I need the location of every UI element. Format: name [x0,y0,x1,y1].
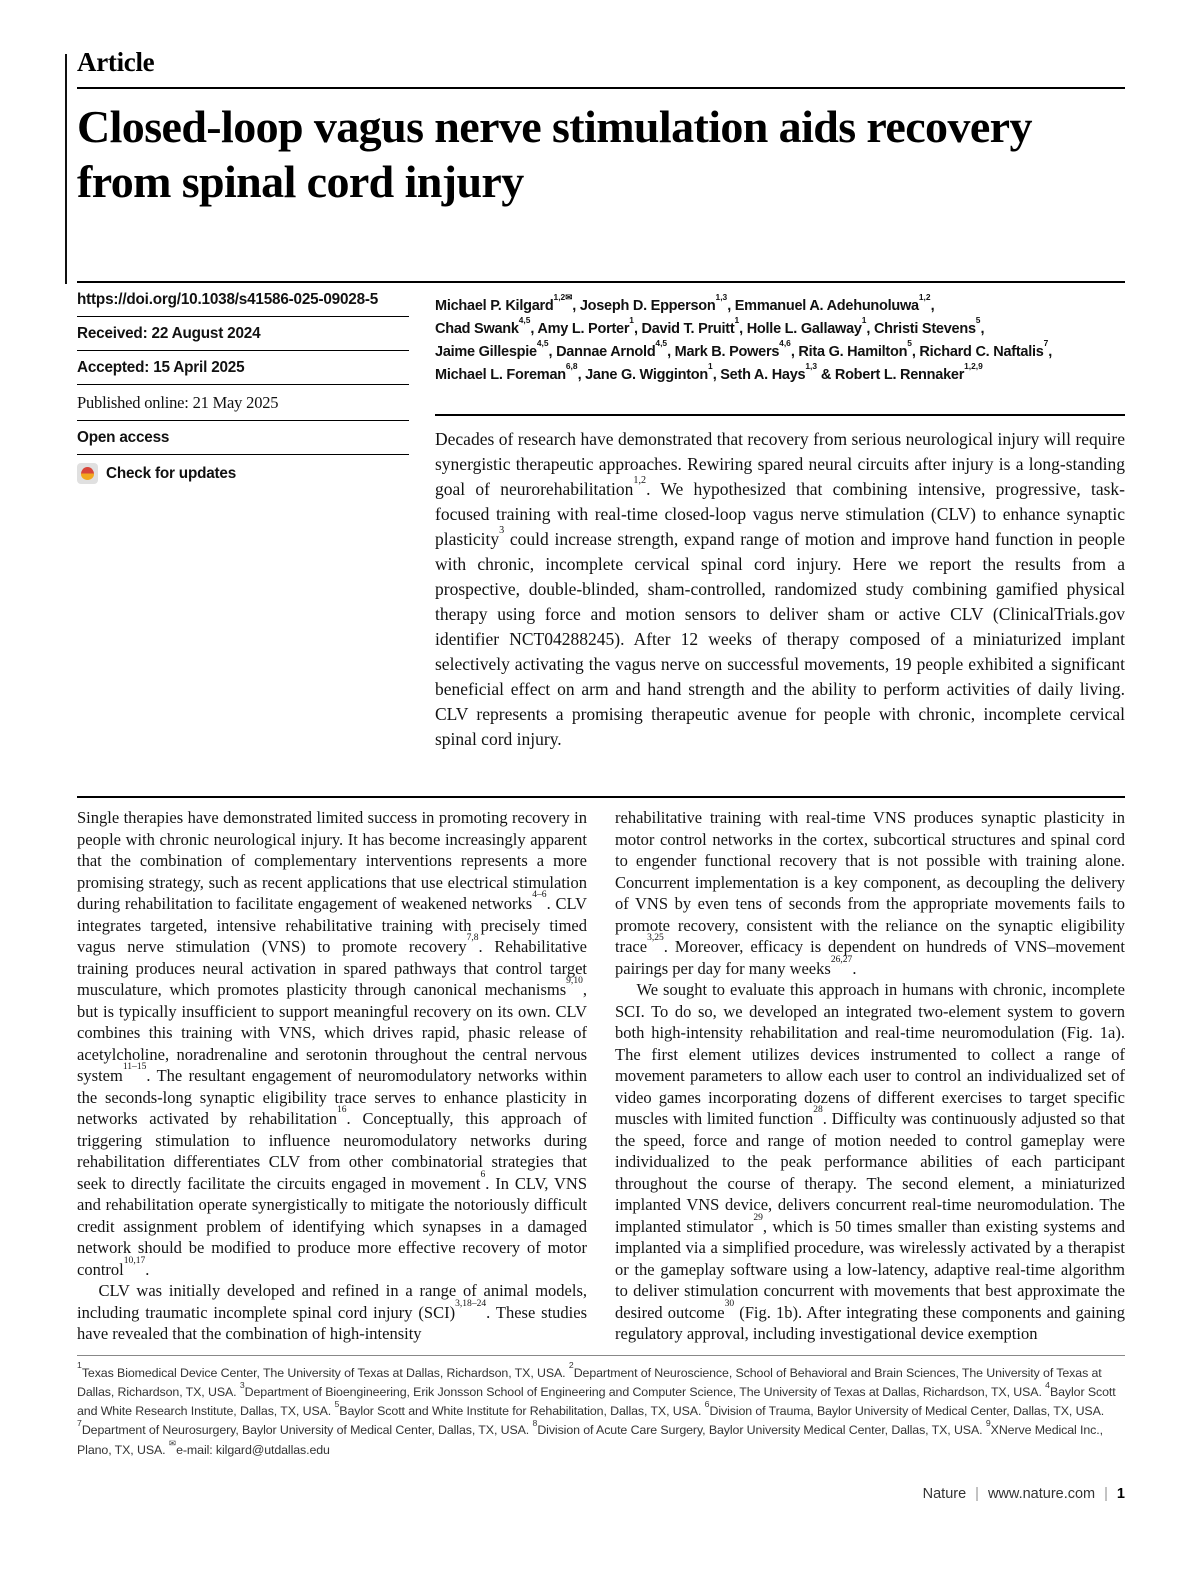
article-accent-bar [65,54,67,284]
footer-separator: | [1104,1485,1108,1502]
body-paragraph: rehabilitative training with real-time VNS produces synaptic plasticity in motor control networks in the cortex, subcortical structures and spinal cord to engender functional recovery that is not possible with training alone. Concurrent implementation is a key component, as decoupling the delivery of VNS by even tens of seconds from the appropriate movements fails to promote recovery, consistent with the reliance on the synaptic eligibility trace$^{3,25}$. Moreover, efficacy is dependent on hundreds of VNS–movement pairings per day for many weeks$^{26,27}$. [615,808,1125,978]
check-for-updates-label: Check for updates [106,464,237,482]
published-online-date: Published online: 21 May 2025 [77,385,409,421]
body-paragraph: CLV was initially developed and refined in a range of animal models, including traumatic incomplete spinal cord injury (SCI)$^{3,18-24}$. These studies have revealed that the combination of high-intensity [77,1281,587,1343]
crossmark-icon [77,463,98,484]
abstract: Decades of research have demonstrated that recovery from serious neurological injury will require synergistic therapeutic approaches. Rewiring spared neural circuits after injury is a long-standing goal of neurorehabilitation$^{1,2}$. We hypothesized that combining intensive, progressive, task-focused training with real-time closed-loop vagus nerve stimulation (CLV) to enhance synaptic plasticity$^3$ could increase strength, expand range of motion and improve hand function in people with chronic, incomplete cervical spinal cord injury. Here we report the results from a prospective, double-blinded, sham-controlled, randomized study combining gamified physical therapy using force and motion sensors to deliver sham or active CLV (ClinicalTrials.gov identifier NCT04288245). After 12 weeks of therapy composed of a miniaturized implant selectively activating the vagus nerve on successful movements, 19 people exhibited a significant beneficial effect on arm and hand strength and the ability to perform activities of daily living. CLV represents a promising therapeutic avenue for people with chronic, incomplete cervical spinal cord injury. [435,414,1125,752]
affiliations-footnote: $^1$Texas Biomedical Device Center, The University of Texas at Dallas, Richardson, TX, USA. $^2$Department of Neuroscience, School of Behavioral and Brain Sciences, The University of Texas at Dallas, Richardson, TX, USA. $^3$Department of Bioengineering, Erik Jonsson School of Engineering and Computer Science, The University of Texas at Dallas, Richardson, TX, USA. $^4$Baylor Scott and White Research Institute, Dallas, TX, USA. $^5$Baylor Scott and White Institute for Rehabilitation, Dallas, TX, USA. $^6$Division of Trauma, Baylor University of Medical Center, Dallas, TX, USA. $^7$Department of Neurosurgery, Baylor University of Medical Center, Dallas, TX, USA. $^8$Division of Acute Care Surgery, Baylor University Medical Center, Dallas, TX, USA. $^9$XNerve Medical Inc., Plano, TX, USA. ✉e-mail: kilgard@utdallas.edu [77,1355,1125,1460]
body-column-left [77,807,587,1345]
open-access-label: Open access [77,421,409,455]
footer-separator: | [975,1485,979,1502]
metadata-column [77,283,409,752]
received-date: Received: 22 August 2024 [77,317,409,351]
article-kicker: Article [77,47,155,77]
body-paragraph: Single therapies have demonstrated limited success in promoting recovery in people with chronic neurological injury. It has become increasingly apparent that the combination of complementary interventions represents a more promising strategy, such as recent applications that use electrical stimulation during rehabilitation to facilitate engagement of weakened networks$^{4-6}$. CLV integrates targeted, intensive rehabilitative training with precisely timed vagus nerve stimulation (VNS) to promote recovery$^{7,8}$. Rehabilitative training produces neural activation in spared pathways that control target musculature, which promotes plasticity through canonical mechanisms$^{9,10}$, but is typically insufficient to support meaningful recovery on its own. CLV combines this training with VNS, which drives rapid, phasic release of acetylcholine, noradrenaline and serotonin throughout the central nervous system$^{11-15}$. The resultant engagement of neuromodulatory networks within the seconds-long synaptic eligibility trace serves to enhance plasticity in networks activated by rehabilitation$^{16}$. Conceptually, this approach of triggering stimulation to influence neuromodulatory networks during rehabilitation differentiates CLV from other combinatorial strategies that seek to directly facilitate the circuits engaged in movement$^6$. In CLV, VNS and rehabilitation operate synergistically to mitigate the notoriously difficult credit assignment problem of identifying which synapses in a damaged network should be modified to produce more effective recovery of motor control$^{10,17}$. [77,808,587,1279]
check-for-updates-button[interactable] [77,455,409,491]
body-paragraph: We sought to evaluate this approach in humans with chronic, incomplete SCI. To do so, we developed an integrated two-element system to govern both high-intensity rehabilitation and real-time neuromodulation (Fig. 1a). The first element utilizes devices instrumented to collect a range of movement parameters to allow each user to control an individualized set of video games incorporating dozens of different exercises to target specific muscles with limited function$^{28}$. Difficulty was continuously adjusted so that the speed, force and range of motion needed to control gameplay were individualized to the peak performance abilities of each participant throughout the course of therapy. The second element, a miniaturized implanted VNS device, delivers concurrent real-time neuromodulation. The implanted stimulator$^{29}$, which is 50 times smaller than existing systems and implanted via a simplified procedure, was wirelessly activated by a therapist or the gameplay software using a low-latency, adaptive real-time algorithm to deliver stimulation concurrent with movements that best approximate the desired outcome$^{30}$ (Fig. 1b). After integrating these components and gaining regulatory approval, including investigational device exemption [615,980,1125,1343]
article-title: Closed-loop vagus nerve stimulation aids recovery from spinal cord injury [77,101,1032,207]
doi-link[interactable]: https://doi.org/10.1038/s41586-025-09028-5 [77,283,409,317]
page-number: 1 [1116,1485,1125,1502]
journal-name: Nature [922,1485,967,1502]
body-column-right [615,807,1125,1345]
author-list: Michael P. Kilgard$^{1,2✉}$, Joseph D. Epperson$^{1,3}$, Emmanuel A. Adehunoluwa$^{1,2}$, Chad Swank$^{4,5}$, Amy L. Porter$^1$, David T. Pruitt$^1$, Holle L. Gallaway$^1$, Christi Stevens$^5$, Jaime Gillespie$^{4,5}$, Dannae Arnold$^{4,5}$, Mark B. Powers$^{4,6}$, Rita G. Hamilton$^5$, Richard C. Naftalis$^7$, Michael L. Foreman$^{6,8}$, Jane G. Wigginton$^1$, Seth A. Hays$^{1,3}$ & Robert L. Rennaker$^{1,2,9}$ [435,291,1053,383]
journal-url[interactable]: www.nature.com [987,1485,1096,1502]
body-columns [77,798,1125,1345]
page-footer [77,1486,1125,1502]
header-rule [77,87,1125,89]
author-abstract-column [435,283,1125,752]
accepted-date: Accepted: 15 April 2025 [77,351,409,385]
info-section [77,281,1125,752]
